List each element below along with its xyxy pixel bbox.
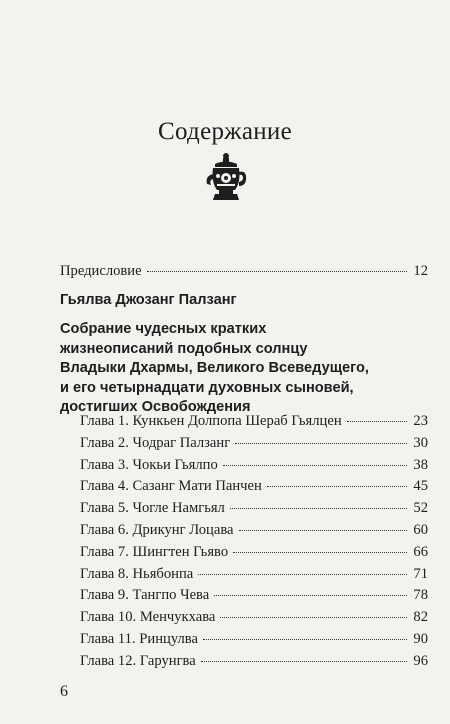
toc-entry-chapter[interactable] <box>80 565 428 583</box>
toc-entry-chapter[interactable] <box>80 412 428 430</box>
dot-leader <box>267 486 407 487</box>
toc-entry-page: 66 <box>413 543 428 560</box>
collection-title-line: достигших Освобождения <box>60 399 251 416</box>
toc-entry-page: 90 <box>413 631 428 647</box>
toc-entry-chapter[interactable] <box>80 521 428 539</box>
dot-leader <box>230 508 407 509</box>
toc-entry-chapter[interactable] <box>80 630 428 648</box>
dot-leader <box>235 443 407 444</box>
toc-entry-label: Предисловие <box>60 263 142 279</box>
toc-entry-chapter[interactable] <box>80 499 428 517</box>
collection-title-line: жизнеописаний подобных солнцу <box>60 340 308 357</box>
toc-entry-label: Глава 10. Менчукхава <box>80 609 216 626</box>
dot-leader <box>220 617 407 618</box>
toc-entry-page: 52 <box>413 500 428 517</box>
toc-entry-page: 38 <box>413 456 428 473</box>
toc-entry-page: 82 <box>413 609 428 626</box>
toc-entry-label: Глава 11. Ринцулва <box>80 631 198 647</box>
toc-entry-label: Глава 12. Гарунгва <box>80 652 196 669</box>
toc-entry-page: 45 <box>413 478 428 495</box>
toc-entry-label: Глава 9. Тангпо Чева <box>80 587 210 604</box>
section-title: Гьялва Джозанг Палзанг <box>60 292 237 308</box>
dot-leader <box>201 661 407 662</box>
toc-entry-page: 78 <box>413 587 428 604</box>
toc-entry-label: Глава 8. Ньябонпа <box>80 565 194 582</box>
toc-entry-label: Глава 4. Сазанг Мати Панчен <box>80 478 262 495</box>
toc-entry-label: Глава 5. Чогле Намгьял <box>80 500 225 517</box>
toc-entry-chapter[interactable] <box>80 608 428 626</box>
dot-leader <box>239 530 408 531</box>
toc-entry-chapter[interactable] <box>80 652 428 670</box>
toc-entry-chapter[interactable] <box>80 586 428 604</box>
dot-leader <box>233 552 407 553</box>
toc-entry-label: Глава 6. Дрикунг Лоцава <box>80 522 234 538</box>
toc-entry-label: Глава 1. Кункьен Долпопа Шераб Гьялцен <box>80 413 342 429</box>
toc-entry-page: 30 <box>413 434 428 451</box>
dot-leader <box>198 574 407 575</box>
collection-title-line: Собрание чудесных кратких <box>60 321 267 337</box>
toc-entry-page: 23 <box>413 413 428 429</box>
dot-leader <box>203 639 407 640</box>
toc-entry-label: Глава 3. Чокьи Гьялпо <box>80 456 218 473</box>
toc-entry-chapter[interactable] <box>80 456 428 474</box>
toc-entry-chapter[interactable] <box>80 543 428 561</box>
toc-entry-chapter[interactable] <box>80 434 428 452</box>
page-number: 6 <box>60 683 68 700</box>
toc-entry-page: 60 <box>413 522 428 538</box>
toc-entry-page: 71 <box>413 565 428 582</box>
toc-entry-label: Глава 2. Чодраг Палзанг <box>80 434 231 451</box>
toc-entry-chapter[interactable] <box>80 477 428 495</box>
dot-leader <box>347 421 407 422</box>
dot-leader <box>214 595 407 596</box>
toc-entry-page: 96 <box>413 652 428 669</box>
toc-entry-label: Глава 7. Шингтен Гьяво <box>80 543 229 560</box>
toc-entry-page: 12 <box>413 263 428 279</box>
collection-title-line: и его четырнадцати духовных сыновей, <box>60 379 354 396</box>
page-title: Содержание <box>158 118 292 145</box>
dot-leader <box>223 465 407 466</box>
collection-title-line: Владыки Дхармы, Великого Всеведущего, <box>60 360 369 377</box>
